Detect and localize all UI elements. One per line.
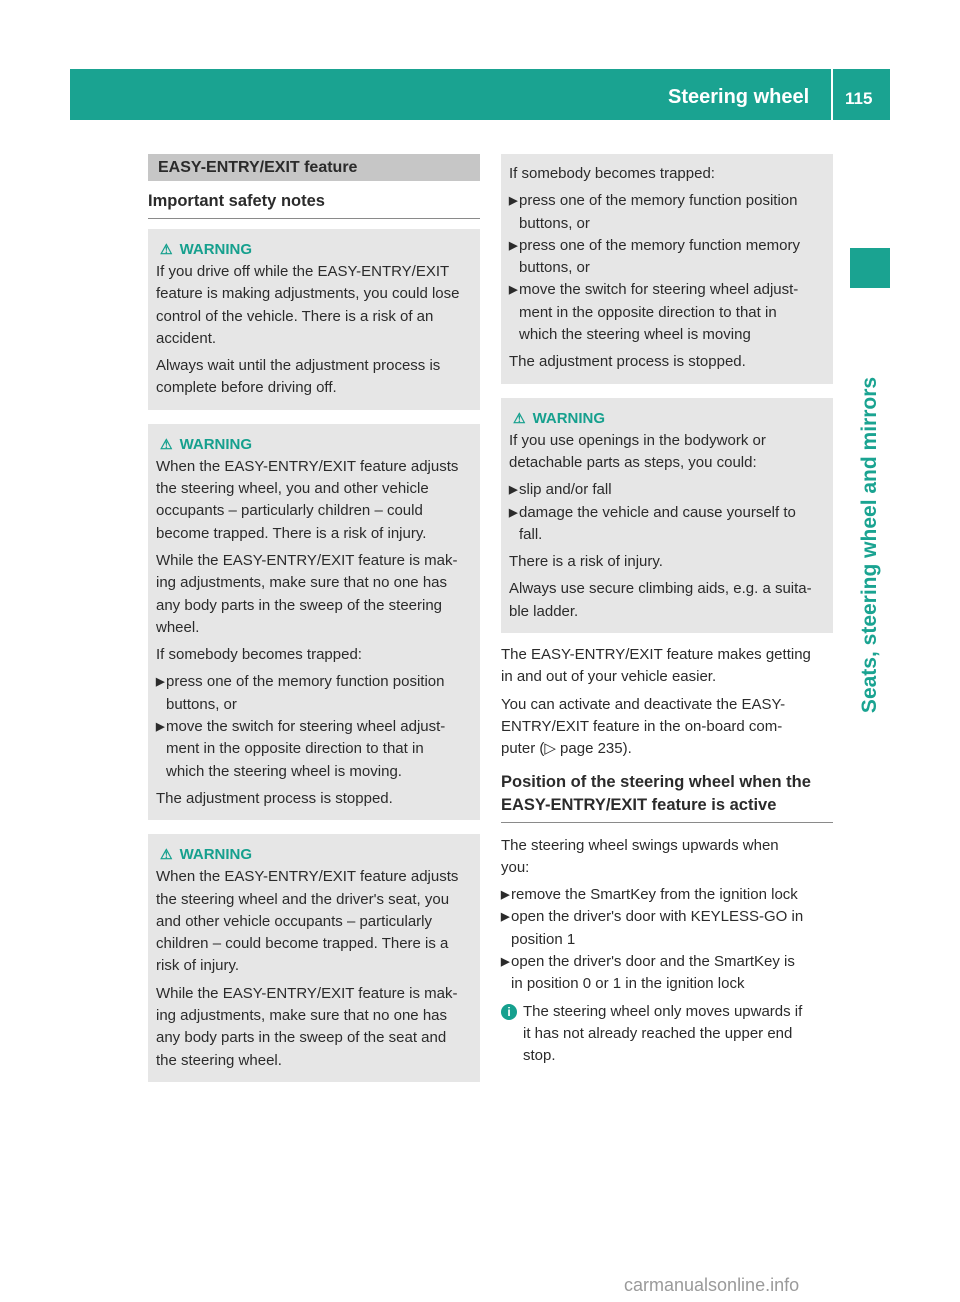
- paragraph-line: There is a risk of injury.: [509, 553, 663, 571]
- list-item-line: which the steering wheel is moving.: [166, 762, 402, 780]
- paragraph-line: If somebody becomes trapped:: [509, 165, 715, 182]
- list-item: [509, 479, 826, 501]
- paragraph-line: in and out of your vehicle easier.: [501, 668, 717, 686]
- paragraph-line: complete before driving off.: [156, 379, 337, 397]
- list-item-line: damage the vehicle and cause yourself to: [519, 503, 796, 521]
- info-line: it has not already reached the upper end: [523, 1024, 793, 1042]
- bullet-arrow-icon: ▶: [509, 284, 518, 297]
- list-item: [509, 279, 826, 346]
- bullet-arrow-icon: ▶: [509, 484, 518, 497]
- list-item-line: ment in the opposite direction to that in: [166, 740, 424, 758]
- list-item: [501, 906, 833, 951]
- warning-title: WARNING: [532, 409, 606, 427]
- paragraph-line: If somebody becomes trapped:: [156, 646, 362, 664]
- warning-heading: [156, 238, 473, 261]
- side-tab-marker: [850, 248, 890, 288]
- paragraph-line: become trapped. There is a risk of injury.: [156, 524, 427, 542]
- paragraph-line: puter (▷ page 235).: [501, 740, 632, 758]
- warning-heading: [509, 407, 826, 430]
- paragraph-line: If you use openings in the bodywork or: [509, 431, 766, 449]
- bullet-arrow-icon: ▶: [501, 889, 510, 902]
- paragraph-line: If you drive off while the EASY-ENTRY/EXIT: [156, 263, 450, 280]
- list-item-line: press one of the memory function position: [166, 673, 445, 691]
- paragraph-line: accident.: [156, 329, 217, 347]
- paragraph-line: The EASY-ENTRY/EXIT feature makes getting: [501, 646, 811, 664]
- paragraph-line: Always use secure climbing aids, e.g. a suita-: [509, 580, 812, 598]
- bullet-arrow-icon: ▶: [156, 676, 165, 689]
- paragraph-line: The steering wheel swings upwards when: [501, 836, 779, 854]
- list-item: [509, 502, 826, 547]
- list-item-line: fall.: [519, 525, 543, 543]
- warning-box-1: [148, 229, 480, 410]
- paragraph-line: and other vehicle occupants – particularly: [156, 912, 432, 930]
- warning-title: WARNING: [179, 846, 253, 864]
- paragraph-line: detachable parts as steps, you could:: [509, 453, 757, 471]
- list-item-line: which the steering wheel is moving: [519, 326, 751, 344]
- info-note: [501, 1001, 833, 1068]
- list-item: [156, 716, 473, 783]
- paragraph-line: any body parts in the sweep of the seat and: [156, 1029, 447, 1047]
- list-item: [501, 884, 833, 906]
- sub-heading: Important safety notes: [148, 190, 480, 219]
- paragraph-line: The adjustment process is stopped.: [156, 789, 393, 807]
- list-item: [156, 671, 473, 716]
- list-item-line: press one of the memory function memory: [519, 236, 800, 254]
- list-item-line: open the driver's door and the SmartKey is: [511, 953, 795, 971]
- list-item-line: remove the SmartKey from the ignition lock: [511, 886, 798, 904]
- watermark: carmanualsonline.info: [624, 1275, 800, 1295]
- list-item-line: press one of the memory function position: [519, 192, 798, 210]
- sub-heading-line: Position of the steering wheel when the: [501, 772, 811, 791]
- paragraph-line: wheel.: [156, 618, 200, 636]
- paragraph-line: feature is making adjustments, you could lose: [156, 285, 460, 303]
- list-item: [509, 190, 826, 235]
- warning-box-2: [148, 424, 480, 820]
- paragraph-line: The adjustment process is stopped.: [509, 353, 746, 371]
- paragraph-line: ENTRY/EXIT feature in the on-board com-: [501, 717, 783, 735]
- sub-heading-line: EASY-ENTRY/EXIT feature is active: [501, 795, 777, 814]
- section-heading: EASY-ENTRY/EXIT feature: [148, 154, 480, 181]
- sub-heading: [501, 771, 833, 823]
- paragraph-line: control of the vehicle. There is a risk of an: [156, 307, 434, 325]
- right-column: [501, 154, 833, 1068]
- paragraph-line: the steering wheel.: [156, 1051, 282, 1069]
- list-item: [501, 951, 833, 996]
- paragraph-line: Always wait until the adjustment process is: [156, 357, 441, 375]
- paragraph-line: ing adjustments, make sure that no one has: [156, 1007, 448, 1025]
- warning-heading: [156, 843, 473, 866]
- paragraph-line: children – could become trapped. There is a: [156, 935, 449, 953]
- info-line: The steering wheel only moves upwards if: [523, 1002, 803, 1020]
- paragraph-line: risk of injury.: [156, 957, 240, 975]
- paragraph-line: any body parts in the sweep of the steering: [156, 596, 443, 614]
- paragraph-line: When the EASY-ENTRY/EXIT feature adjusts: [156, 457, 459, 475]
- left-column: [148, 154, 480, 1082]
- paragraph-line: While the EASY-ENTRY/EXIT feature is mak-: [156, 984, 458, 1002]
- paragraph-line: While the EASY-ENTRY/EXIT feature is mak-: [156, 551, 458, 569]
- paragraph-line: You can activate and deactivate the EASY-: [501, 695, 786, 713]
- page-number: 115: [845, 89, 873, 108]
- bullet-arrow-icon: ▶: [156, 721, 165, 734]
- warning-triangle-icon: ⚠: [513, 409, 526, 426]
- continued-warning-box: [501, 154, 833, 384]
- list-item-line: move the switch for steering wheel adjust-: [519, 281, 799, 299]
- header-title: Steering wheel: [668, 86, 810, 108]
- warning-box-4: [501, 398, 833, 633]
- list-item-line: buttons, or: [519, 259, 590, 277]
- list-item-line: buttons, or: [166, 695, 237, 713]
- warning-title: WARNING: [179, 241, 253, 258]
- warning-triangle-icon: ⚠: [160, 846, 173, 863]
- bullet-arrow-icon: ▶: [501, 911, 510, 924]
- bullet-arrow-icon: ▶: [509, 506, 518, 519]
- info-line: stop.: [523, 1047, 556, 1065]
- list-item: [509, 235, 826, 280]
- bullet-arrow-icon: ▶: [509, 239, 518, 252]
- header-divider: [831, 69, 833, 120]
- warning-box-3: [148, 834, 480, 1082]
- side-tab-label: Seats, steering wheel and mirrors: [858, 376, 881, 714]
- list-item-line: position 1: [511, 930, 576, 948]
- list-item-line: open the driver's door with KEYLESS-GO in: [511, 908, 804, 926]
- body-text: [501, 835, 833, 1068]
- bullet-arrow-icon: ▶: [501, 956, 510, 969]
- paragraph-line: occupants – particularly children – could: [156, 502, 423, 520]
- list-item-line: ment in the opposite direction to that in: [519, 303, 777, 321]
- list-item-line: slip and/or fall: [519, 481, 612, 499]
- paragraph-line: When the EASY-ENTRY/EXIT feature adjusts: [156, 868, 459, 886]
- paragraph-line: ble ladder.: [509, 602, 579, 620]
- bullet-arrow-icon: ▶: [509, 195, 518, 208]
- paragraph-line: the steering wheel, you and other vehicle: [156, 480, 429, 498]
- warning-triangle-icon: ⚠: [160, 241, 173, 257]
- warning-title: WARNING: [179, 435, 253, 453]
- paragraph-line: ing adjustments, make sure that no one has: [156, 574, 448, 592]
- list-item-line: in position 0 or 1 in the ignition lock: [511, 975, 745, 993]
- info-icon: i: [501, 1004, 517, 1020]
- paragraph-line: you:: [501, 858, 530, 876]
- list-item-line: buttons, or: [519, 214, 590, 232]
- warning-heading: [156, 433, 473, 456]
- list-item-line: move the switch for steering wheel adjust-: [166, 718, 446, 736]
- paragraph-line: the steering wheel and the driver's seat, you: [156, 890, 450, 908]
- warning-triangle-icon: ⚠: [160, 435, 173, 452]
- body-text: [501, 644, 833, 760]
